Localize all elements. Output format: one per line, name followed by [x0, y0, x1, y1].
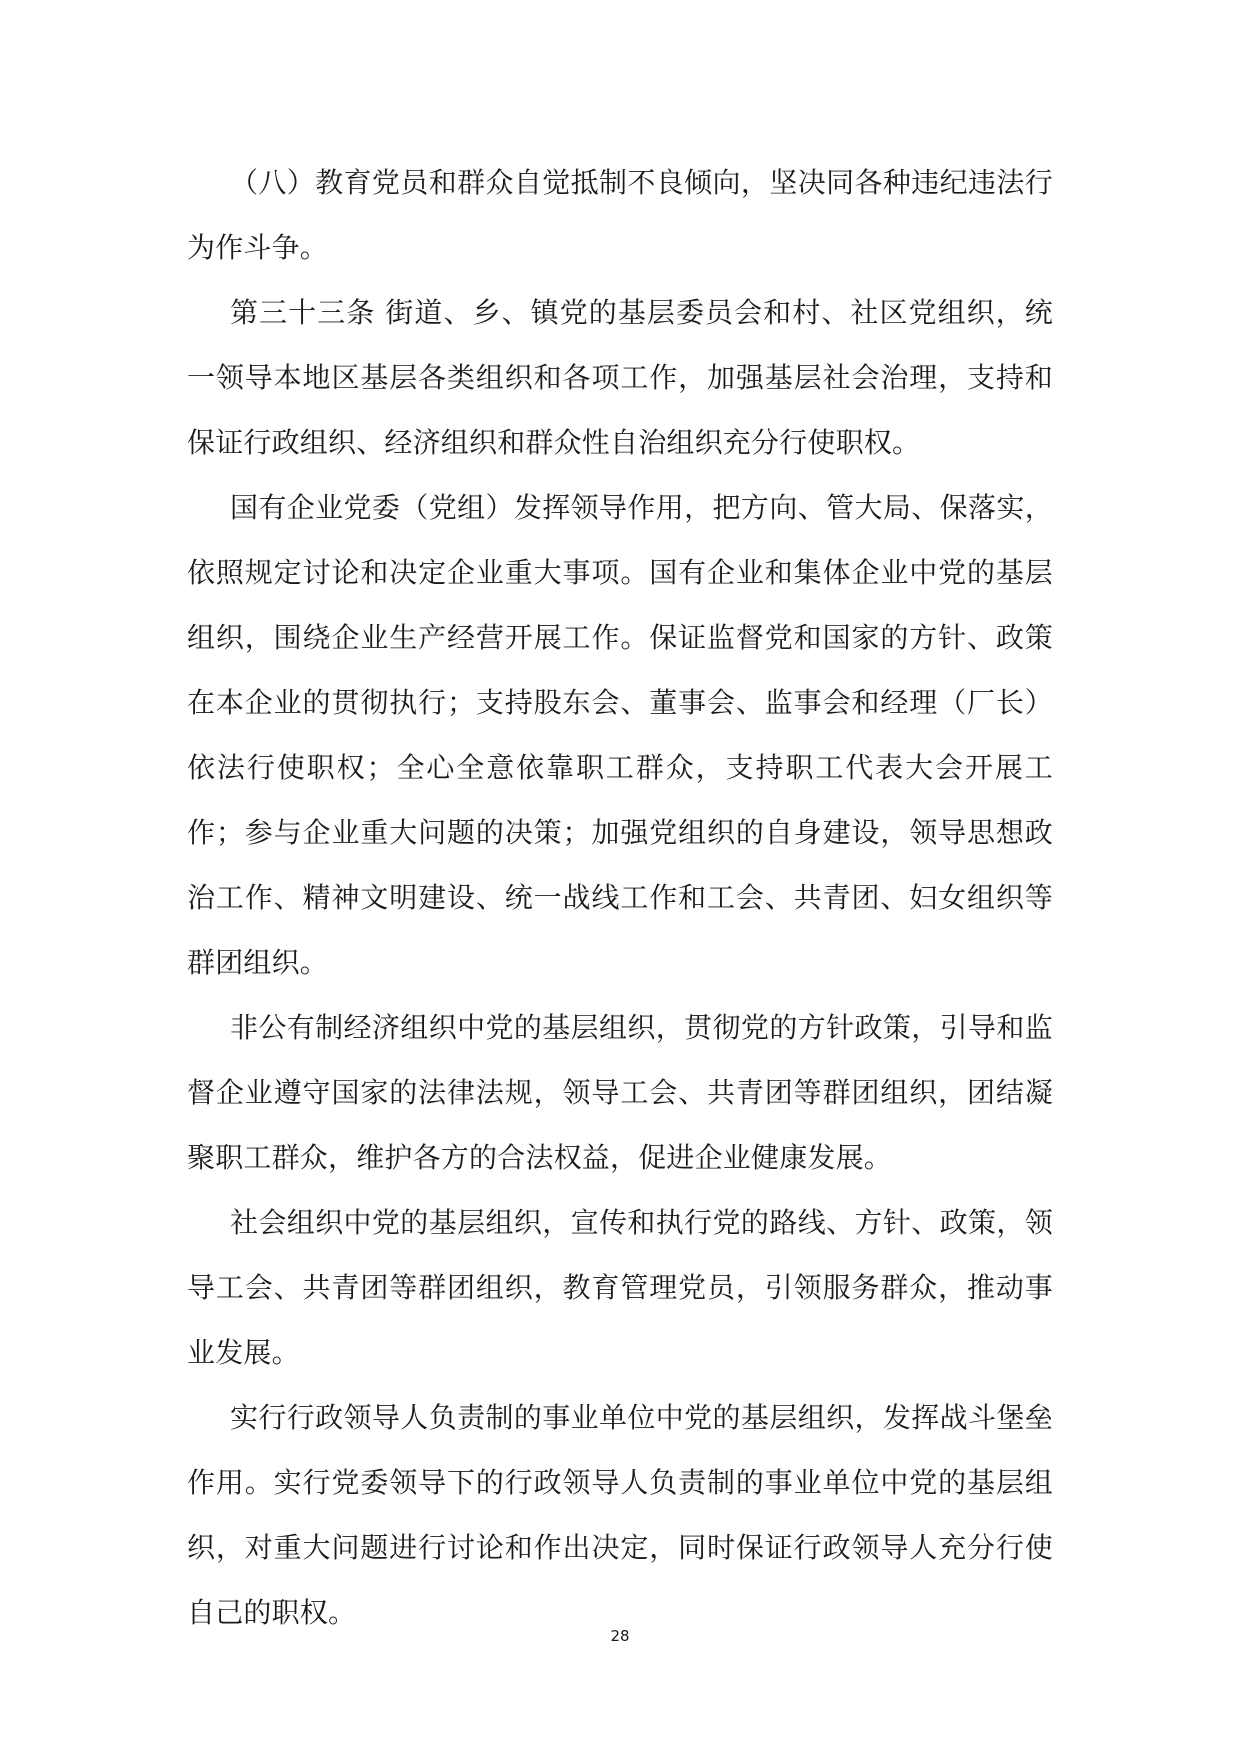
paragraph-non-public-enterprises: 非公有制经济组织中党的基层组织，贯彻党的方针政策，引导和监督企业遵守国家的法律法规，领导工会、共青团等群团组织，团结凝聚职工群众，维护各方的合法权益，促进企业健康发展。	[187, 1011, 1053, 1174]
paragraph-state-owned-enterprises: 国有企业党委（党组）发挥领导作用，把方向、管大局、保落实，依照规定讨论和决定企业重大事项。国有企业和集体企业中党的基层组织，围绕企业生产经营开展工作。保证监督党和国家的方针、政策在本企业的贯彻执行；支持股东会、董事会、监事会和经理（厂长）依法行使职权；全心全意依靠职工群众，支持职工代表大会开展工作；参与企业重大问题的决策；加强党组织的自身建设，领导思想政治工作、精神文明建设、统一战线工作和工会、共青团、妇女组织等群团组织。	[187, 491, 1053, 979]
paragraph-article-33: 第三十三条 街道、乡、镇党的基层委员会和村、社区党组织，统一领导本地区基层各类组织和各项工作，加强基层社会治理，支持和保证行政组织、经济组织和群众性自治组织充分行使职权。	[187, 296, 1053, 459]
paragraph-item-8-clause: （八）教育党员和群众自觉抵制不良倾向，坚决同各种违纪违法行为作斗争。	[187, 166, 1053, 264]
paragraph-social-organizations: 社会组织中党的基层组织，宣传和执行党的路线、方针、政策，领导工会、共青团等群团组织，教育管理党员，引领服务群众，推动事业发展。	[187, 1206, 1053, 1369]
page-number: 28	[610, 1627, 630, 1645]
paragraph-public-institutions: 实行行政领导人负责制的事业单位中党的基层组织，发挥战斗堡垒作用。实行党委领导下的行政领导人负责制的事业单位中党的基层组织，对重大问题进行讨论和作出决定，同时保证行政领导人充分行使自己的职权。	[187, 1401, 1053, 1629]
document-body	[187, 150, 1053, 1645]
